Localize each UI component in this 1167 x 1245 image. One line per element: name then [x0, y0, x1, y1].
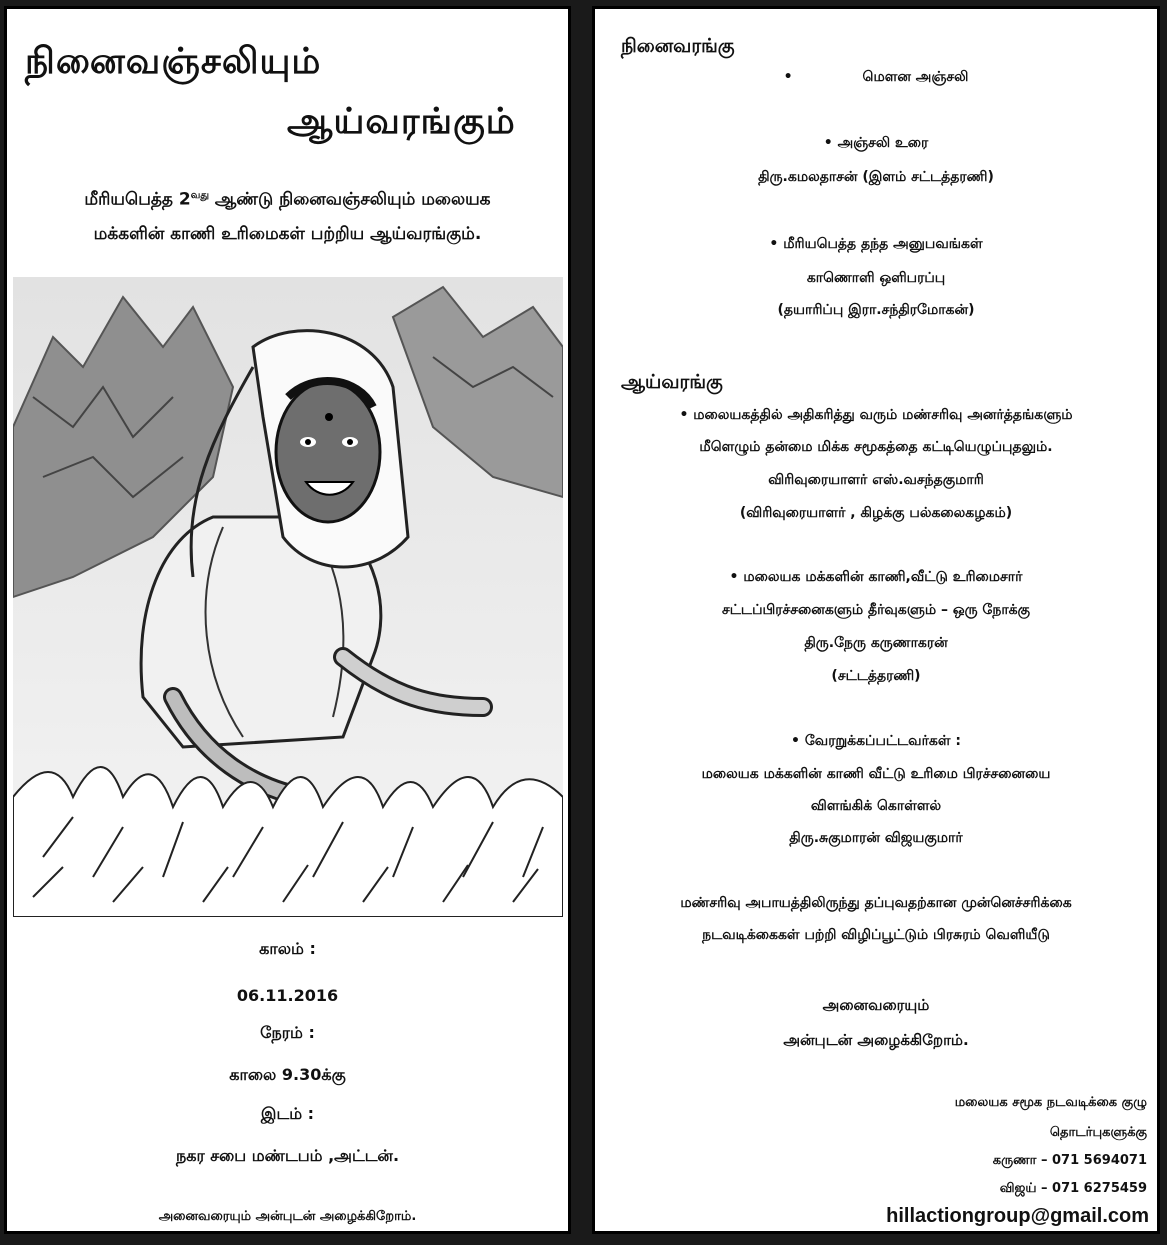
video-credit: (தயாரிப்பு இரா.சந்திரமோகன்) — [777, 302, 975, 318]
title-line2: ஆய்வரங்கும் — [287, 101, 516, 142]
talk2-line2: சட்டப்பிரச்சனைகளும் தீர்வுகளும் – ஒரு நோக்கு — [722, 602, 1030, 618]
organization-name: மலையக சமூக நடவடிக்கை குழு — [954, 1095, 1147, 1110]
talk3-line2: மலையக மக்களின் காணி வீட்டு உரிமை பிரச்சனையை — [701, 766, 1051, 782]
talk2-speaker: திரு.நேரு கருணாகரன் — [804, 635, 948, 651]
intro-line1: மீரியபெத்த $2^{வது}$ ஆண்டு நினைவஞ்சலியும் மலையக — [84, 189, 491, 210]
email-address: hillactiongroup@gmail.com — [886, 1205, 1149, 1227]
left-footer: அனைவரையும் அன்புடன் அழைக்கிறோம். — [158, 1209, 417, 1224]
contacts-label: தொடர்புகளுக்கு — [1049, 1125, 1147, 1140]
release-line1: மண்சரிவு அபாயத்திலிருந்து தப்புவதற்கான முன்னெச்சரிக்கை — [680, 895, 1072, 911]
talk3-line1: • வேரறுக்கப்பட்டவர்கள் : — [791, 733, 961, 749]
left-panel — [4, 6, 571, 1234]
event-date: 06.11.2016 — [236, 986, 339, 1005]
invite-line2: அன்புடன் அழைக்கிறோம். — [783, 1031, 969, 1049]
venue-label: இடம் : — [260, 1104, 315, 1123]
tea-plucker-illustration — [13, 277, 563, 917]
talk1-affiliation: (விரிவுரையாளர் , கிழக்கு பல்கலைகழகம்) — [739, 505, 1013, 521]
talk1-line2: மீளெழும் தன்மை மிக்க சமூகத்தை கட்டியெழுப்புதலும். — [699, 439, 1053, 455]
invite-line1: அனைவரையும் — [822, 996, 930, 1014]
memorial-heading: நினைவரங்கு — [621, 35, 735, 57]
talk1-line1: • மலையகத்தில் அதிகரித்து வரும் மண்சரிவு அனர்த்தங்களும் — [679, 407, 1073, 423]
video-sub: காணொளி ஒளிபரப்பு — [806, 270, 946, 286]
hour-label: நேரம் : — [260, 1023, 315, 1042]
tribute-speaker: திரு.கமலதாசன் (இளம் சட்டத்தரணி) — [758, 169, 994, 185]
contact-vijay: விஜய் – 071 6275459 — [999, 1181, 1147, 1196]
seminar-heading: ஆய்வரங்கு — [621, 371, 723, 393]
event-venue: நகர சபை மண்டபம் ,அட்டன். — [175, 1146, 400, 1165]
video-title: • மீரியபெத்த தந்த அனுபவங்கள் — [769, 236, 983, 252]
silence-item: • மௌன அஞ்சலி — [783, 69, 969, 85]
talk3-speaker: திரு.சுகுமாரன் விஜயகுமார் — [789, 830, 963, 846]
tribute-title: • அஞ்சலி உரை — [823, 135, 929, 151]
talk2-affiliation: (சட்டத்தரணி) — [831, 668, 921, 684]
right-panel — [592, 6, 1160, 1234]
talk3-line3: விளங்கிக் கொள்ளல் — [810, 798, 942, 814]
intro-text — [7, 179, 568, 251]
title-line1: நினைவஞ்சலியும் — [25, 41, 322, 82]
time-label: காலம் : — [259, 939, 316, 958]
talk1-speaker: விரிவுரையாளர் எஸ்.வசந்தகுமாரி — [768, 472, 984, 488]
event-time: காலை 9.30க்கு — [229, 1065, 346, 1084]
talk2-line1: • மலையக மக்களின் காணி,வீட்டு உரிமைசார் — [729, 569, 1023, 585]
release-line2: நடவடிக்கைகள் பற்றி விழிப்பூட்டும் பிரசுரம் வெளியீடு — [702, 927, 1050, 943]
contact-karuna: கருணா – 071 5694071 — [992, 1153, 1147, 1168]
intro-line2: மக்களின் காணி உரிமைகள் பற்றிய ஆய்வரங்கும். — [93, 223, 482, 244]
